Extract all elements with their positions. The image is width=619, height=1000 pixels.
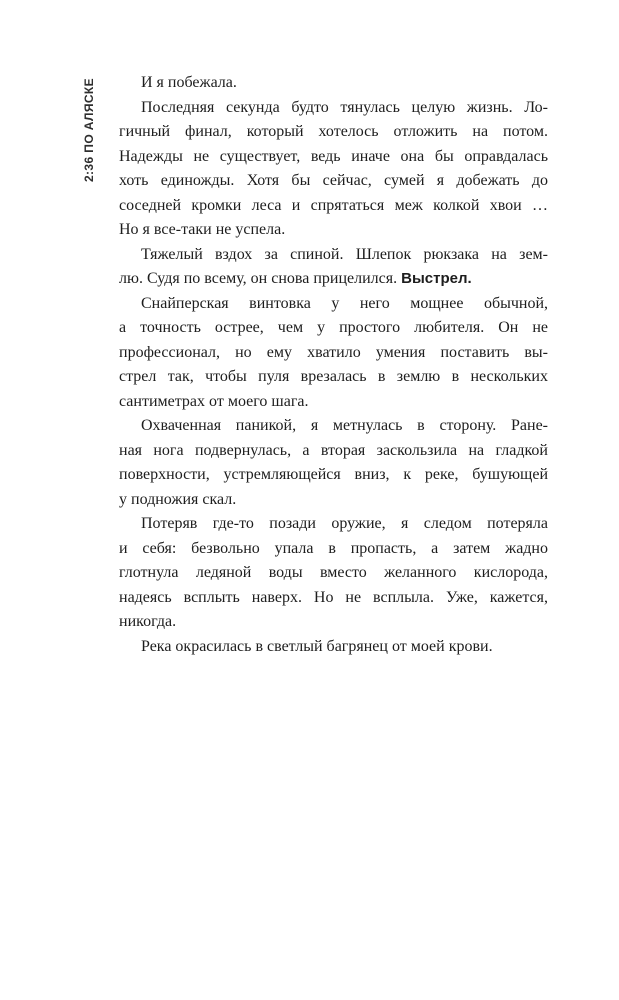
body-line: и себя: безвольно упала в пропасть, а затем жадно [119, 539, 548, 557]
body-line: И я побежала. [141, 74, 237, 91]
body-text [119, 71, 548, 659]
body-line: Последняя секунда будто тянулась целую жизнь. Ло- [141, 98, 548, 116]
body-line: поверхности, устремляющейся вниз, к реке, бушующей [119, 466, 548, 483]
body-line: Снайперская винтовка у него мощнее обычной, [141, 294, 548, 312]
body-line: стрел так, чтобы пуля врезалась в землю в нескольких [119, 368, 548, 385]
body-line: ная нога подвернулась, а вторая заскользила на гладкой [119, 441, 548, 459]
body-line: Потеряв где-то позади оружие, я следом потеряла [141, 515, 548, 532]
body-line: Охваченная паникой, я метнулась в сторону. Ране- [141, 417, 548, 434]
body-line: сантиметрах от моего шага. [119, 392, 309, 410]
body-line: Надежды не существует, ведь иначе она бы оправдалась [119, 147, 548, 165]
body-line: хоть единожды. Хотя бы сейчас, сумей я добежать до [119, 172, 548, 189]
body-line-text: лю. Судя по всему, он снова прицелился. [119, 270, 402, 287]
body-line: соседней кромки леса и спрятаться меж колкой хвои … [119, 196, 548, 214]
gunshot-bold-text: Выстрел. [401, 270, 472, 287]
body-line: Но я все-таки не успела. [119, 221, 286, 238]
body-line: надеясь всплыть наверх. Но не всплыла. Уже, кажется, [119, 588, 548, 606]
body-line [119, 267, 548, 292]
body-line: Река окрасилась в светлый багрянец от моей крови. [141, 637, 493, 655]
body-line: у подножия скал. [119, 490, 237, 508]
body-line: глотнула ледяной воды вместо желанного кислорода, [119, 564, 548, 581]
body-line: а точность острее, чем у простого любителя. Он не [119, 319, 548, 336]
body-line: никогда. [119, 613, 177, 630]
body-line: Тяжелый вздох за спиной. Шлепок рюкзака на зем- [141, 245, 548, 263]
running-header: 2:36 ПО АЛЯСКЕ [82, 77, 96, 183]
body-line: гичный финал, который хотелось отложить на потом. [119, 123, 548, 140]
body-line: профессионал, но ему хватило умения поставить вы- [119, 343, 548, 361]
